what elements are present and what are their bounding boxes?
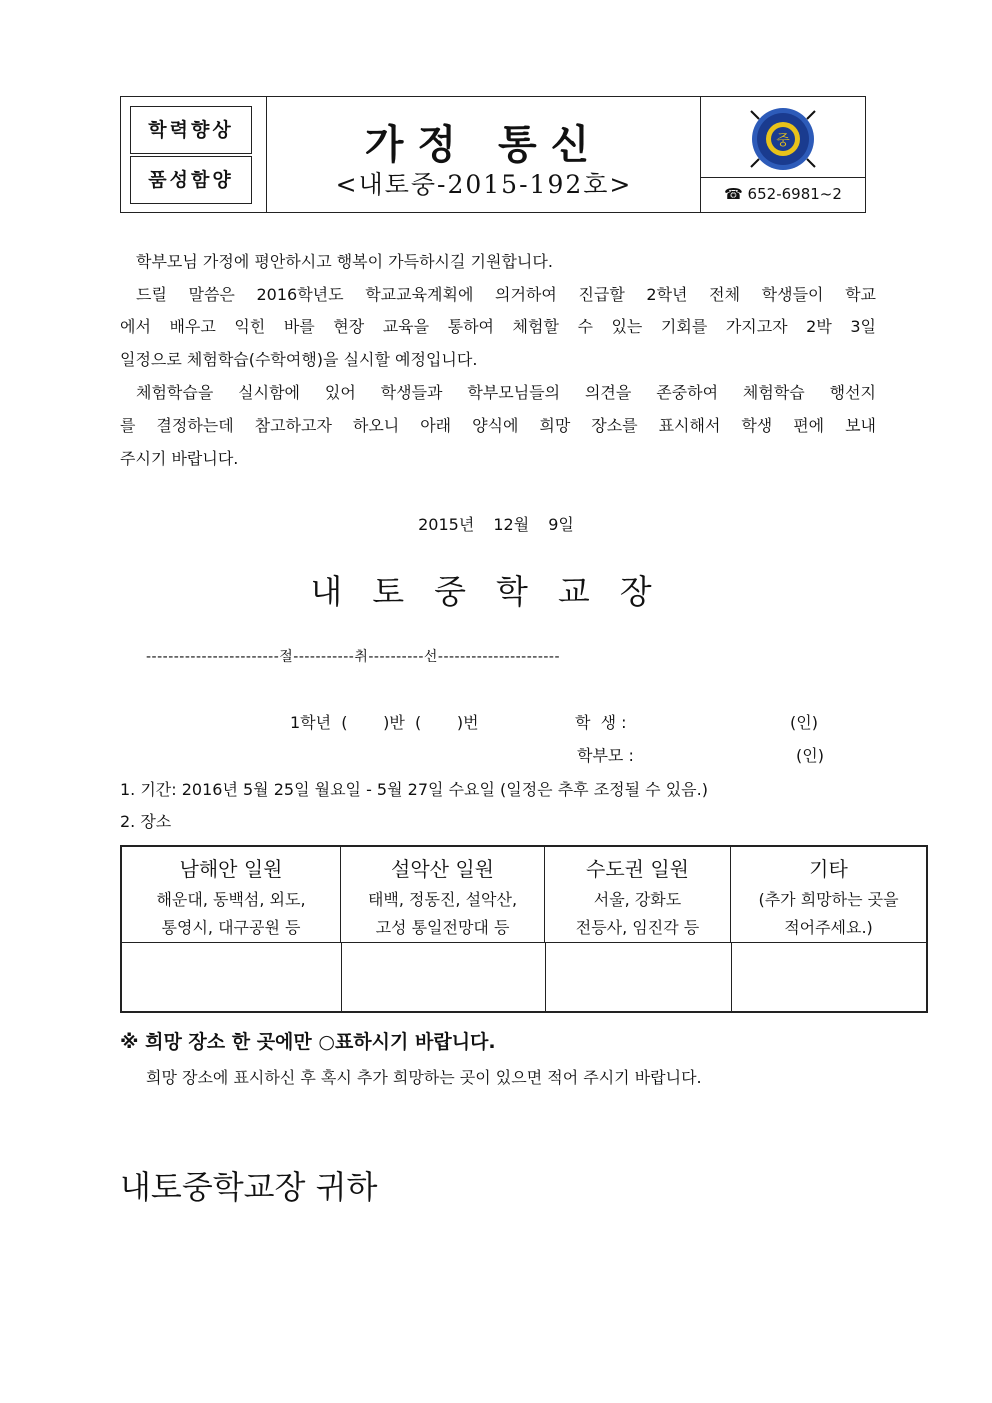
- body-p3-line3: 주시기 바랍니다.: [120, 449, 239, 468]
- period-item: 1. 기간: 2016년 5월 25일 월요일 - 5월 27일 수요일 (일정은 추후 조정될 수 있음.): [120, 780, 708, 799]
- place-item: 2. 장소: [120, 812, 172, 831]
- greeting-line: 학부모님 가정에 평안하시고 행복이 가득하시길 기원합니다.: [136, 252, 553, 271]
- column-desc-line1: 해운대, 동백섬, 외도,: [156, 890, 306, 909]
- phone-number: ☎ 652-6981~2: [724, 185, 842, 203]
- column-desc-line2: 전등사, 임진각 등: [575, 918, 700, 937]
- motto-character: 품성함양: [130, 156, 252, 204]
- column-desc-line1: 태백, 정동진, 설악산,: [367, 890, 518, 909]
- column-header: 기타: [809, 857, 848, 881]
- body-p2-line2: 에서 배우고 익힌 바를 현장 교육을 통하여 체험할 수 있는 기회를 가지고자 2박 3일: [120, 317, 876, 336]
- school-emblem-icon: [701, 97, 865, 177]
- column-desc-line2: 적어주세요.): [784, 918, 873, 937]
- principal-signature: 내토중학교장: [310, 572, 682, 611]
- parent-name-label: 학부모 :: [577, 746, 634, 765]
- choice-cell-namhaean[interactable]: [122, 943, 341, 1011]
- column-desc-line1: (추가 희망하는 곳을: [758, 890, 899, 909]
- body-p3-line2: 를 결정하는데 참고하고자 하오니 아래 양식에 희망 장소를 표시해서 학생 편에 보내: [120, 416, 876, 435]
- page-title: 가정 통신: [364, 121, 604, 168]
- choice-cell-other[interactable]: [732, 943, 926, 1011]
- cut-line: ------------------------절-----------취----------선----------------------: [146, 649, 561, 665]
- column-header: 남해안 일원: [179, 857, 283, 881]
- place-selection-table: [120, 845, 928, 1013]
- body-p2-line3: 일정으로 체험학습(수학여행)을 실시할 예정입니다.: [120, 350, 478, 369]
- logo-panel: [701, 97, 865, 212]
- parent-seal: (인): [796, 746, 824, 765]
- header-box: [120, 96, 866, 213]
- column-desc-line2: 통영시, 대구공원 등: [161, 918, 301, 937]
- column-sudogwon: [545, 847, 731, 943]
- student-seal: (인): [790, 713, 818, 732]
- issue-date: 2015년 12월 9일: [418, 515, 574, 534]
- body-p3-line1: 체험학습을 실시함에 있어 학생들과 학부모님들의 의견을 존중하여 체험학습 행선지: [136, 383, 876, 402]
- addressee: 내토중학교장 귀하: [120, 1168, 378, 1206]
- logo-area: [701, 97, 865, 178]
- column-header: 설악산 일원: [391, 857, 494, 881]
- svg-text:중: 중: [776, 133, 790, 149]
- motto-academic: 학력향상: [130, 106, 252, 154]
- column-desc-line2: 고성 통일전망대 등: [375, 918, 510, 937]
- body-p2-line1: 드릴 말씀은 2016학년도 학교교육계획에 의거하여 진급할 2학년 전체 학생들이 학교: [136, 285, 876, 304]
- student-name-label: 학 생 :: [575, 713, 627, 732]
- column-namhaean: [122, 847, 341, 943]
- column-desc-line1: 서울, 강화도: [593, 890, 682, 909]
- choice-cell-sudogwon[interactable]: [546, 943, 731, 1011]
- choice-cell-seoraksan[interactable]: [342, 943, 545, 1011]
- issue-number: <내토중-2015-192호>: [335, 170, 633, 199]
- instruction-note: ※ 희망 장소 한 곳에만 ○표하시기 바랍니다.: [120, 1031, 496, 1053]
- column-other: [731, 847, 926, 943]
- student-class-field[interactable]: 1학년 ( )반 ( )번: [290, 713, 479, 732]
- column-header: 수도권 일원: [586, 857, 689, 881]
- motto-panel: [121, 97, 267, 212]
- instruction-detail: 희망 장소에 표시하신 후 혹시 추가 희망하는 곳이 있으면 적어 주시기 바랍니다.: [146, 1068, 702, 1087]
- title-panel: [267, 97, 701, 212]
- column-seoraksan: [341, 847, 545, 943]
